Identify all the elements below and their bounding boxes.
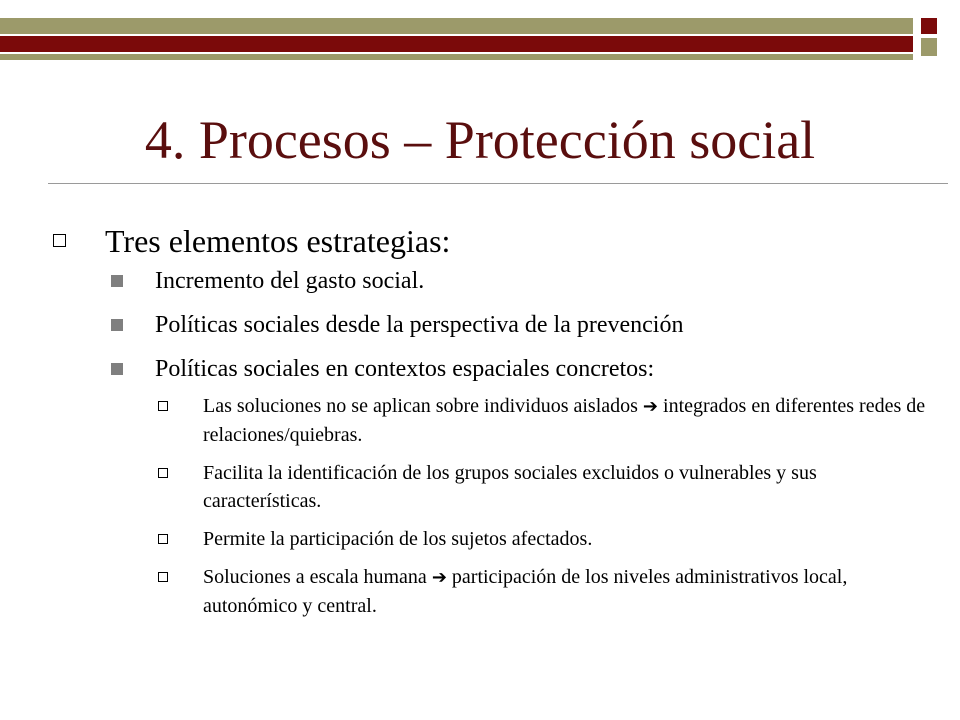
main-bullet-text: Tres elementos estrategias: bbox=[105, 223, 451, 259]
top-decorative-bar bbox=[0, 0, 960, 70]
corner-red-square bbox=[921, 18, 937, 34]
sub-bullet bbox=[52, 266, 932, 296]
olive-stripe-top bbox=[0, 18, 913, 34]
main-bullet bbox=[52, 222, 932, 260]
sub-bullet-text: Políticas sociales desde la perspectiva de la prevención bbox=[155, 312, 684, 338]
right-arrow-icon: ➔ bbox=[642, 396, 659, 417]
detail-bullet bbox=[52, 459, 932, 515]
corner-olive-square bbox=[921, 38, 937, 56]
small-hollow-square-bullet-icon bbox=[158, 401, 168, 411]
detail-bullet-text: Las soluciones no se aplican sobre individuos aislados bbox=[203, 395, 638, 417]
detail-bullet-text: Soluciones a escala humana bbox=[203, 566, 427, 588]
sub-bullet bbox=[52, 354, 932, 384]
olive-stripe-bottom bbox=[0, 54, 913, 60]
sub-bullet-text: Políticas sociales en contextos espaciales concretos: bbox=[155, 356, 655, 382]
gray-square-bullet-icon bbox=[111, 363, 123, 375]
gray-square-bullet-icon bbox=[111, 319, 123, 331]
slide-body bbox=[52, 222, 932, 630]
detail-bullet bbox=[52, 563, 932, 620]
detail-bullet-text: Permite la participación de los sujetos afectados. bbox=[203, 528, 593, 550]
slide-title: 4. Procesos – Protección social bbox=[144, 110, 816, 170]
red-stripe bbox=[0, 36, 913, 52]
small-hollow-square-bullet-icon bbox=[158, 572, 168, 582]
detail-bullet bbox=[52, 392, 932, 449]
right-arrow-icon: ➔ bbox=[431, 567, 447, 588]
detail-bullet-text: Facilita la identificación de los grupos sociales excluidos o vulnerables y sus características. bbox=[203, 462, 817, 512]
title-divider bbox=[48, 183, 948, 184]
detail-bullet-text-cont: integrados en diferentes redes de relaciones/quiebras. bbox=[203, 395, 926, 446]
hollow-square-bullet-icon bbox=[53, 234, 66, 247]
detail-bullet-text-cont: participación de los niveles administrativos local, autonómico y central. bbox=[203, 566, 848, 617]
small-hollow-square-bullet-icon bbox=[158, 468, 168, 478]
small-hollow-square-bullet-icon bbox=[158, 534, 168, 544]
gray-square-bullet-icon bbox=[111, 275, 123, 287]
sub-bullet bbox=[52, 310, 932, 340]
detail-bullet bbox=[52, 525, 932, 553]
sub-bullet-text: Incremento del gasto social. bbox=[155, 268, 425, 294]
